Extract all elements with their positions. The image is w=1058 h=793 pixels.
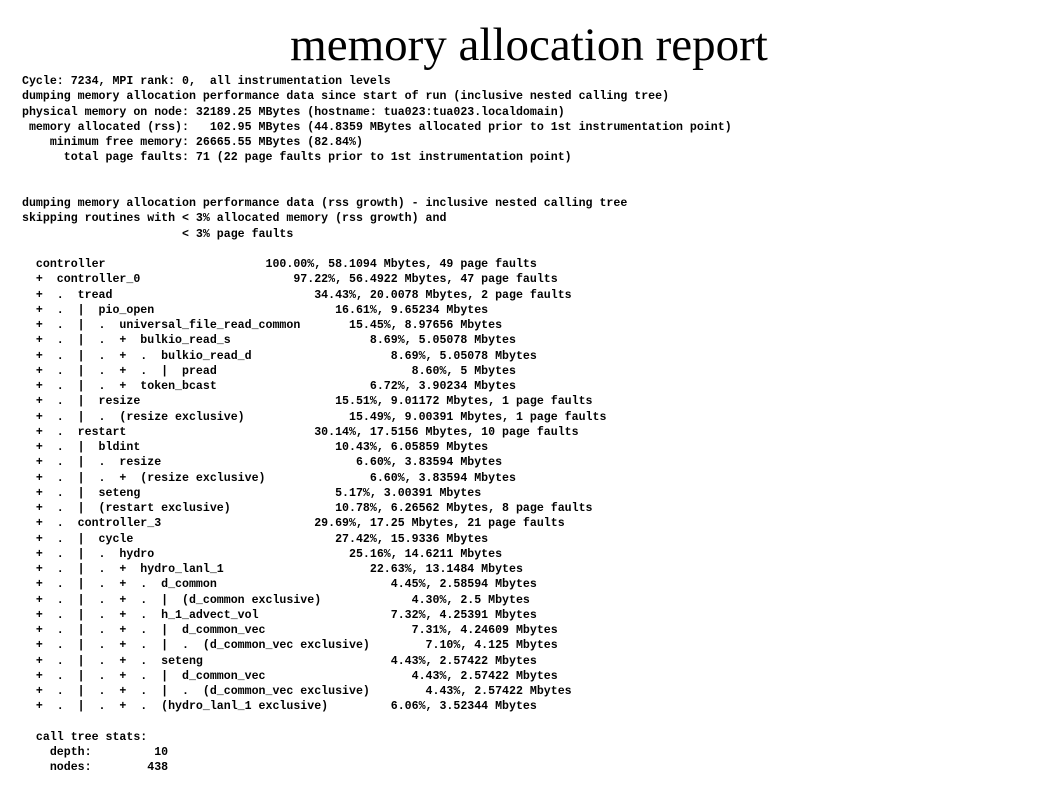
report-line: + . | . + . | (d_common exclusive) 4.30%, 2.5 Mbytes xyxy=(22,593,530,607)
report-line: < 3% page faults xyxy=(22,227,294,241)
report-line: + . | bldint 10.43%, 6.05859 Mbytes xyxy=(22,441,489,454)
report-line: + . restart 30.14%, 17.5156 Mbytes, 10 page faults xyxy=(22,425,579,439)
report-line: minimum free memory: 26665.55 MBytes (82.84%) xyxy=(22,136,363,149)
report-line: dumping memory allocation performance data (rss growth) - inclusive nested calling tree xyxy=(22,197,628,210)
report-line: total page faults: 71 (22 page faults prior to 1st instrumentation point) xyxy=(22,151,572,165)
memory-report-text xyxy=(22,74,732,776)
report-line: depth: 10 xyxy=(22,746,169,759)
report-line xyxy=(22,166,732,181)
report-line: + . | . hydro 25.16%, 14.6211 Mbytes xyxy=(22,547,503,561)
report-line: + . | cycle 27.42%, 15.9336 Mbytes xyxy=(22,532,489,546)
report-line: dumping memory allocation performance data since start of run (inclusive nested calling tree) xyxy=(22,90,670,104)
report-line: + . | . + (resize exclusive) 6.60%, 3.83594 Mbytes xyxy=(22,471,516,485)
report-line: skipping routines with < 3% allocated memory (rss growth) and xyxy=(22,212,447,226)
report-line: physical memory on node: 32189.25 MBytes (hostname: tua023:tua023.localdomain) xyxy=(22,105,565,119)
report-line xyxy=(22,242,732,257)
report-line: Cycle: 7234, MPI rank: 0, all instrumentation levels xyxy=(22,75,391,88)
report-line: + . tread 34.43%, 20.0078 Mbytes, 2 page faults xyxy=(22,288,572,302)
report-line: + . | . + . h_1_advect_vol 7.32%, 4.25391 Mbytes xyxy=(22,608,537,622)
report-line: + . | . + . | d_common_vec 4.43%, 2.57422 Mbytes xyxy=(22,669,558,683)
report-line: memory allocated (rss): 102.95 MBytes (44.8359 MBytes allocated prior to 1st instrumentation point) xyxy=(22,120,732,134)
report-line: + . | resize 15.51%, 9.01172 Mbytes, 1 page faults xyxy=(22,395,593,409)
report-line: + . | . + . (hydro_lanl_1 exclusive) 6.06%, 3.52344 Mbytes xyxy=(22,700,537,714)
report-line: + . | . + token_bcast 6.72%, 3.90234 Mbytes xyxy=(22,380,516,393)
report-line: + . | . + . | . (d_common_vec exclusive) 4.43%, 2.57422 Mbytes xyxy=(22,685,572,698)
report-line: + . | . + . seteng 4.43%, 2.57422 Mbytes xyxy=(22,654,537,668)
report-line: + . | . universal_file_read_common 15.45%, 8.97656 Mbytes xyxy=(22,319,503,332)
report-line: + . | . + . | . (d_common_vec exclusive) 7.10%, 4.125 Mbytes xyxy=(22,639,558,653)
report-line: + . | . (resize exclusive) 15.49%, 9.00391 Mbytes, 1 page faults xyxy=(22,410,607,424)
report-line: + . | pio_open 16.61%, 9.65234 Mbytes xyxy=(22,303,489,317)
report-line: nodes: 438 xyxy=(22,761,169,775)
report-line: + . | seteng 5.17%, 3.00391 Mbytes xyxy=(22,486,482,500)
report-line: + . | . + . | d_common_vec 7.31%, 4.24609 Mbytes xyxy=(22,624,558,637)
report-line: controller 100.00%, 58.1094 Mbytes, 49 page faults xyxy=(22,258,537,271)
report-line: + . | . + hydro_lanl_1 22.63%, 13.1484 Mbytes xyxy=(22,563,523,576)
slide-title: memory allocation report xyxy=(290,19,768,71)
report-line: + . | . + . d_common 4.45%, 2.58594 Mbytes xyxy=(22,578,537,592)
report-line: call tree stats: xyxy=(22,730,148,744)
report-line: + . | . + . | pread 8.60%, 5 Mbytes xyxy=(22,364,516,378)
report-line: + . | . resize 6.60%, 3.83594 Mbytes xyxy=(22,456,503,470)
report-line: + . | (restart exclusive) 10.78%, 6.26562 Mbytes, 8 page faults xyxy=(22,502,593,515)
report-line xyxy=(22,181,732,196)
report-line: + . | . + bulkio_read_s 8.69%, 5.05078 Mbytes xyxy=(22,334,516,348)
report-line: + controller_0 97.22%, 56.4922 Mbytes, 47 page faults xyxy=(22,273,558,287)
report-line xyxy=(22,715,732,730)
report-line: + . controller_3 29.69%, 17.25 Mbytes, 21 page faults xyxy=(22,517,565,531)
report-line: + . | . + . bulkio_read_d 8.69%, 5.05078 Mbytes xyxy=(22,349,537,363)
